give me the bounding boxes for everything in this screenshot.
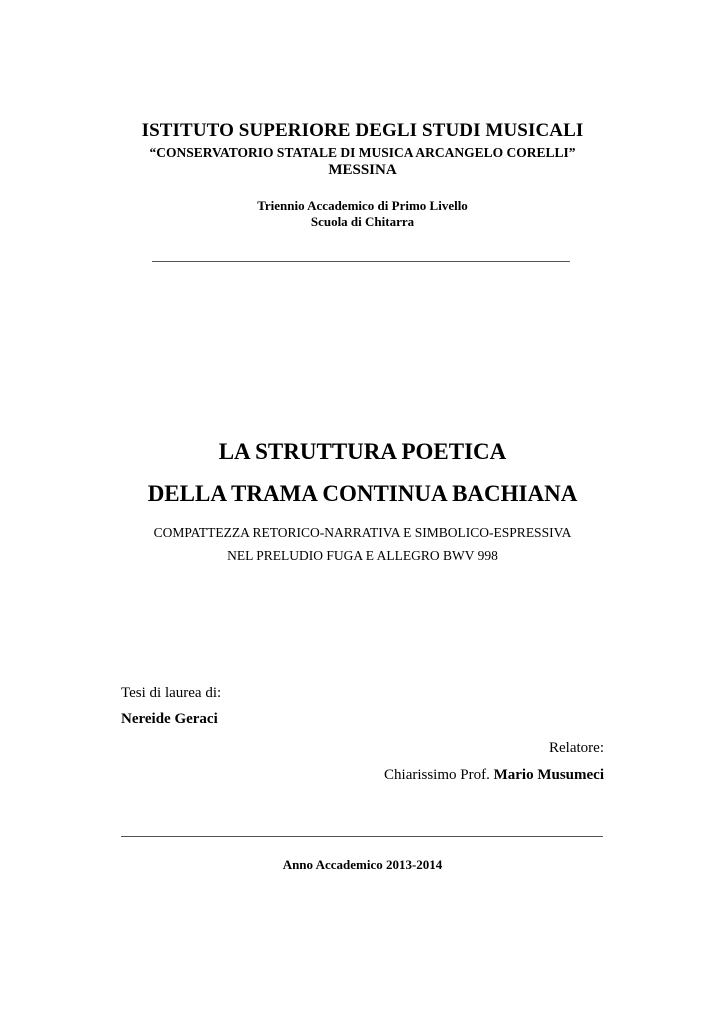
footer-divider [121,836,603,837]
course-name: Triennio Accademico di Primo Livello [257,198,468,213]
supervisor-name: Mario Musumeci [493,767,604,783]
header-divider [152,261,570,262]
thesis-title-line-2: DELLA TRAMA CONTINUA BACHIANA [147,481,578,506]
supervisor-prefix: Chiarissimo Prof. [384,767,490,783]
thesis-author-name: Nereide Geraci [121,711,218,727]
supervisor-label: Relatore: [549,740,604,756]
thesis-subtitle-line-1: COMPATTEZZA RETORICO-NARRATIVA E SIMBOLICO-ESPRESSIVA [153,525,572,540]
institution-name: ISTITUTO SUPERIORE DEGLI STUDI MUSICALI [141,120,584,141]
institution-city: MESSINA [328,162,397,178]
thesis-author-label: Tesi di laurea di: [121,685,222,701]
thesis-subtitle-line-2: NEL PRELUDIO FUGA E ALLEGRO BWV 998 [227,548,498,563]
school-name: Scuola di Chitarra [310,214,415,229]
academic-year: Anno Accademico 2013-2014 [282,857,443,872]
thesis-title-line-1: LA STRUTTURA POETICA [218,439,507,464]
conservatory-name: “CONSERVATORIO STATALE DI MUSICA ARCANGELO CORELLI” [149,145,576,160]
supervisor-line [384,767,604,784]
